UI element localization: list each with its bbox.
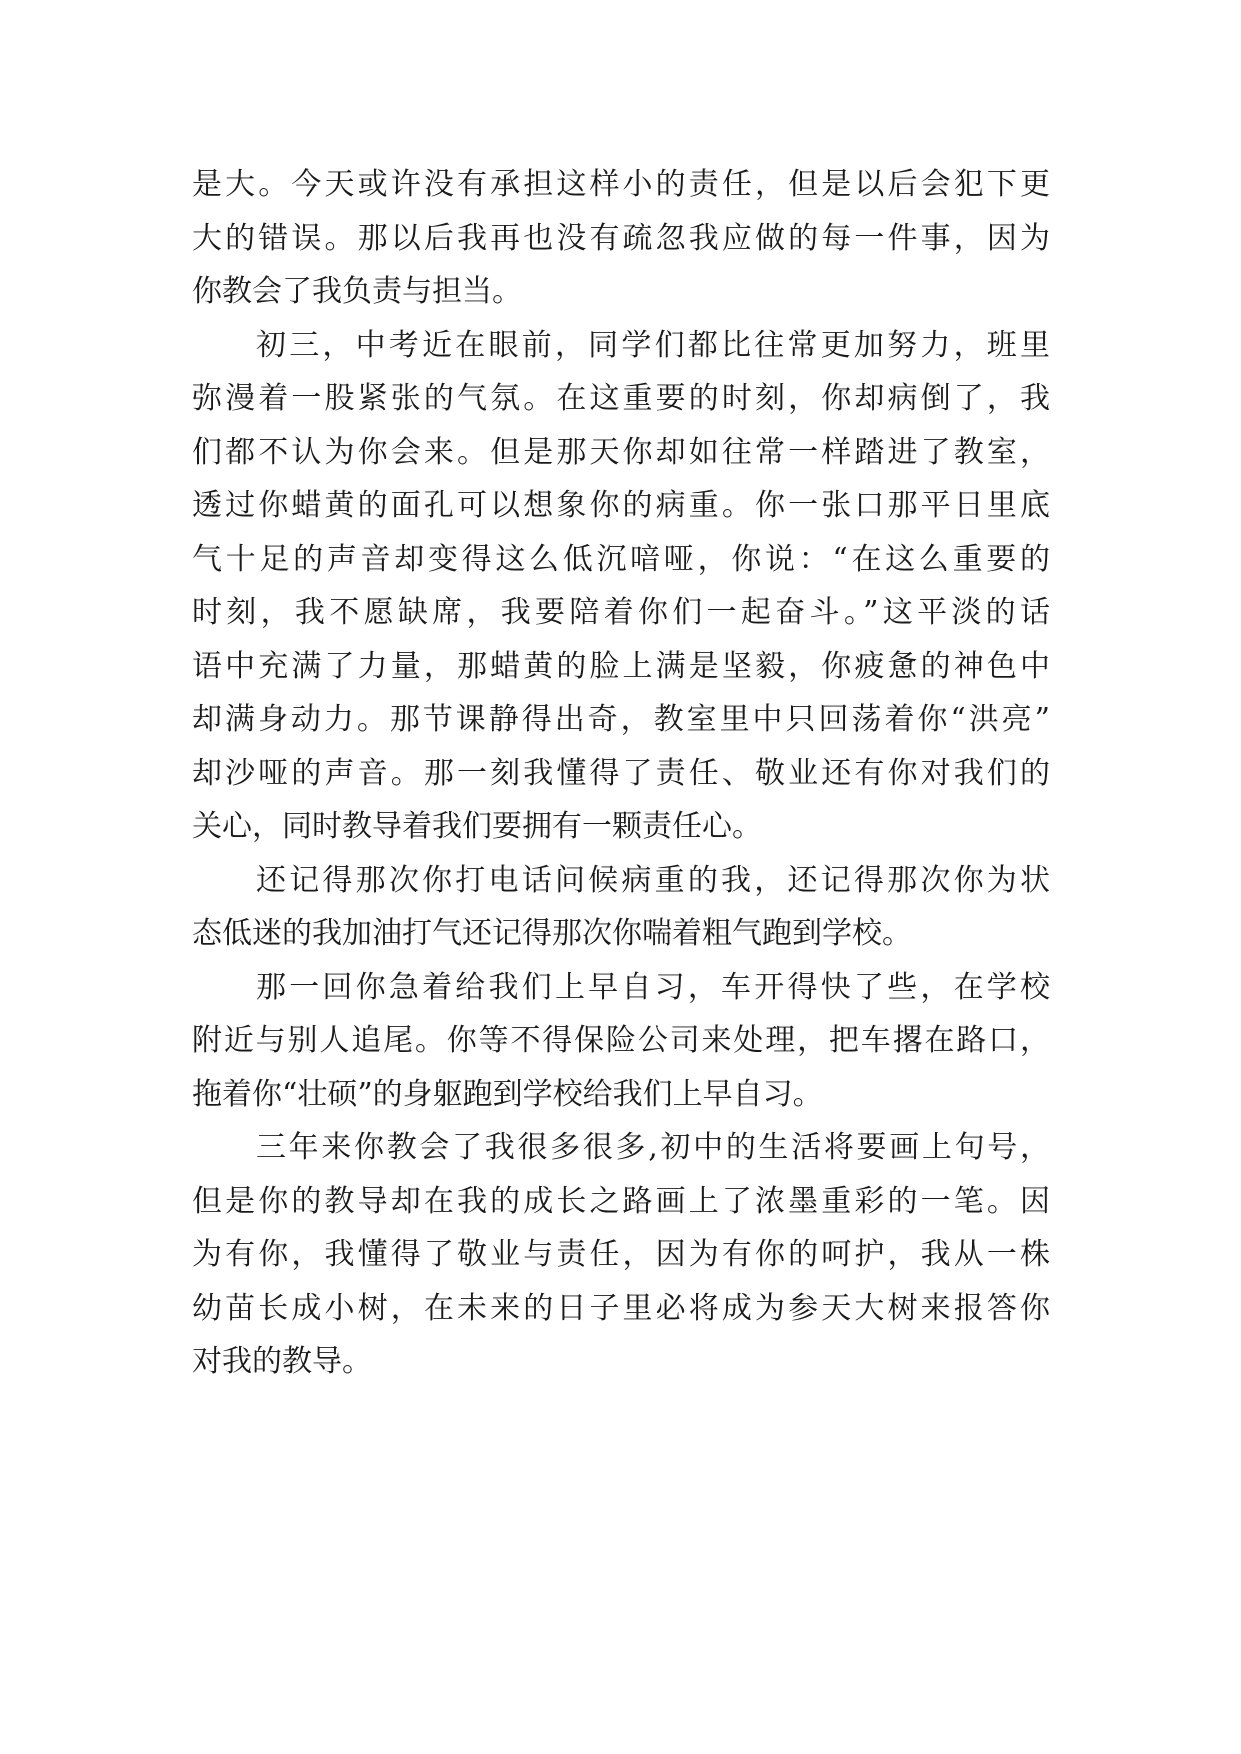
essay-body — [192, 158, 1050, 1389]
essay-line: 那一回你急着给我们上早自习，车开得快了些，在学校 — [256, 969, 1050, 1005]
essay-line: 却沙哑的声音。那一刻我懂得了责任、敬业还有你对我们的 — [192, 755, 1050, 791]
essay-line: 对我的教导。 — [192, 1344, 372, 1379]
essay-line: 们都不认为你会来。但是那天你却如往常一样踏进了教室， — [192, 434, 1050, 470]
essay-line: 三年来你教会了我很多很多,初中的生活将要画上句号， — [256, 1130, 1050, 1165]
essay-line: 却满身动力。那节课静得出奇，教室里中只回荡着你“洪亮” — [192, 702, 1050, 737]
essay-line: 透过你蜡黄的面孔可以想象你的病重。你一张口那平日里底 — [192, 488, 1050, 523]
essay-line: 附近与别人追尾。你等不得保险公司来处理，把车撂在路口， — [192, 1023, 1050, 1058]
essay-line: 但是你的教导却在我的成长之路画上了浓墨重彩的一笔。因 — [192, 1183, 1050, 1219]
essay-line: 幼苗长成小树，在未来的日子里必将成为参天大树来报答你 — [192, 1290, 1050, 1326]
essay-line: 初三，中考近在眼前，同学们都比往常更加努力，班里 — [256, 327, 1050, 363]
essay-line: 拖着你“壮硕”的身躯跑到学校给我们上早自习。 — [192, 1076, 823, 1112]
essay-line: 还记得那次你打电话问候病重的我，还记得那次你为状 — [256, 862, 1050, 898]
essay-line: 你教会了我负责与担当。 — [192, 274, 522, 309]
essay-line: 时刻，我不愿缺席，我要陪着你们一起奋斗。”这平淡的话 — [192, 595, 1050, 630]
essay-line: 大的错误。那以后我再也没有疏忽我应做的每一件事，因为 — [192, 220, 1050, 256]
essay-line: 态低迷的我加油打气还记得那次你喘着粗气跑到学校。 — [192, 916, 912, 951]
essay-line: 弥漫着一股紧张的气氛。在这重要的时刻，你却病倒了，我 — [192, 381, 1050, 416]
essay-line: 语中充满了力量，那蜡黄的脸上满是坚毅，你疲惫的神色中 — [192, 648, 1050, 684]
essay-line: 是大。今天或许没有承担这样小的责任，但是以后会犯下更 — [192, 167, 1050, 202]
essay-line: 为有你，我懂得了敬业与责任，因为有你的呵护，我从一株 — [192, 1237, 1050, 1272]
essay-line: 关心，同时教导着我们要拥有一颗责任心。 — [192, 809, 762, 844]
essay-line: 气十足的声音却变得这么低沉喑哑，你说：“在这么重要的 — [192, 541, 1050, 577]
